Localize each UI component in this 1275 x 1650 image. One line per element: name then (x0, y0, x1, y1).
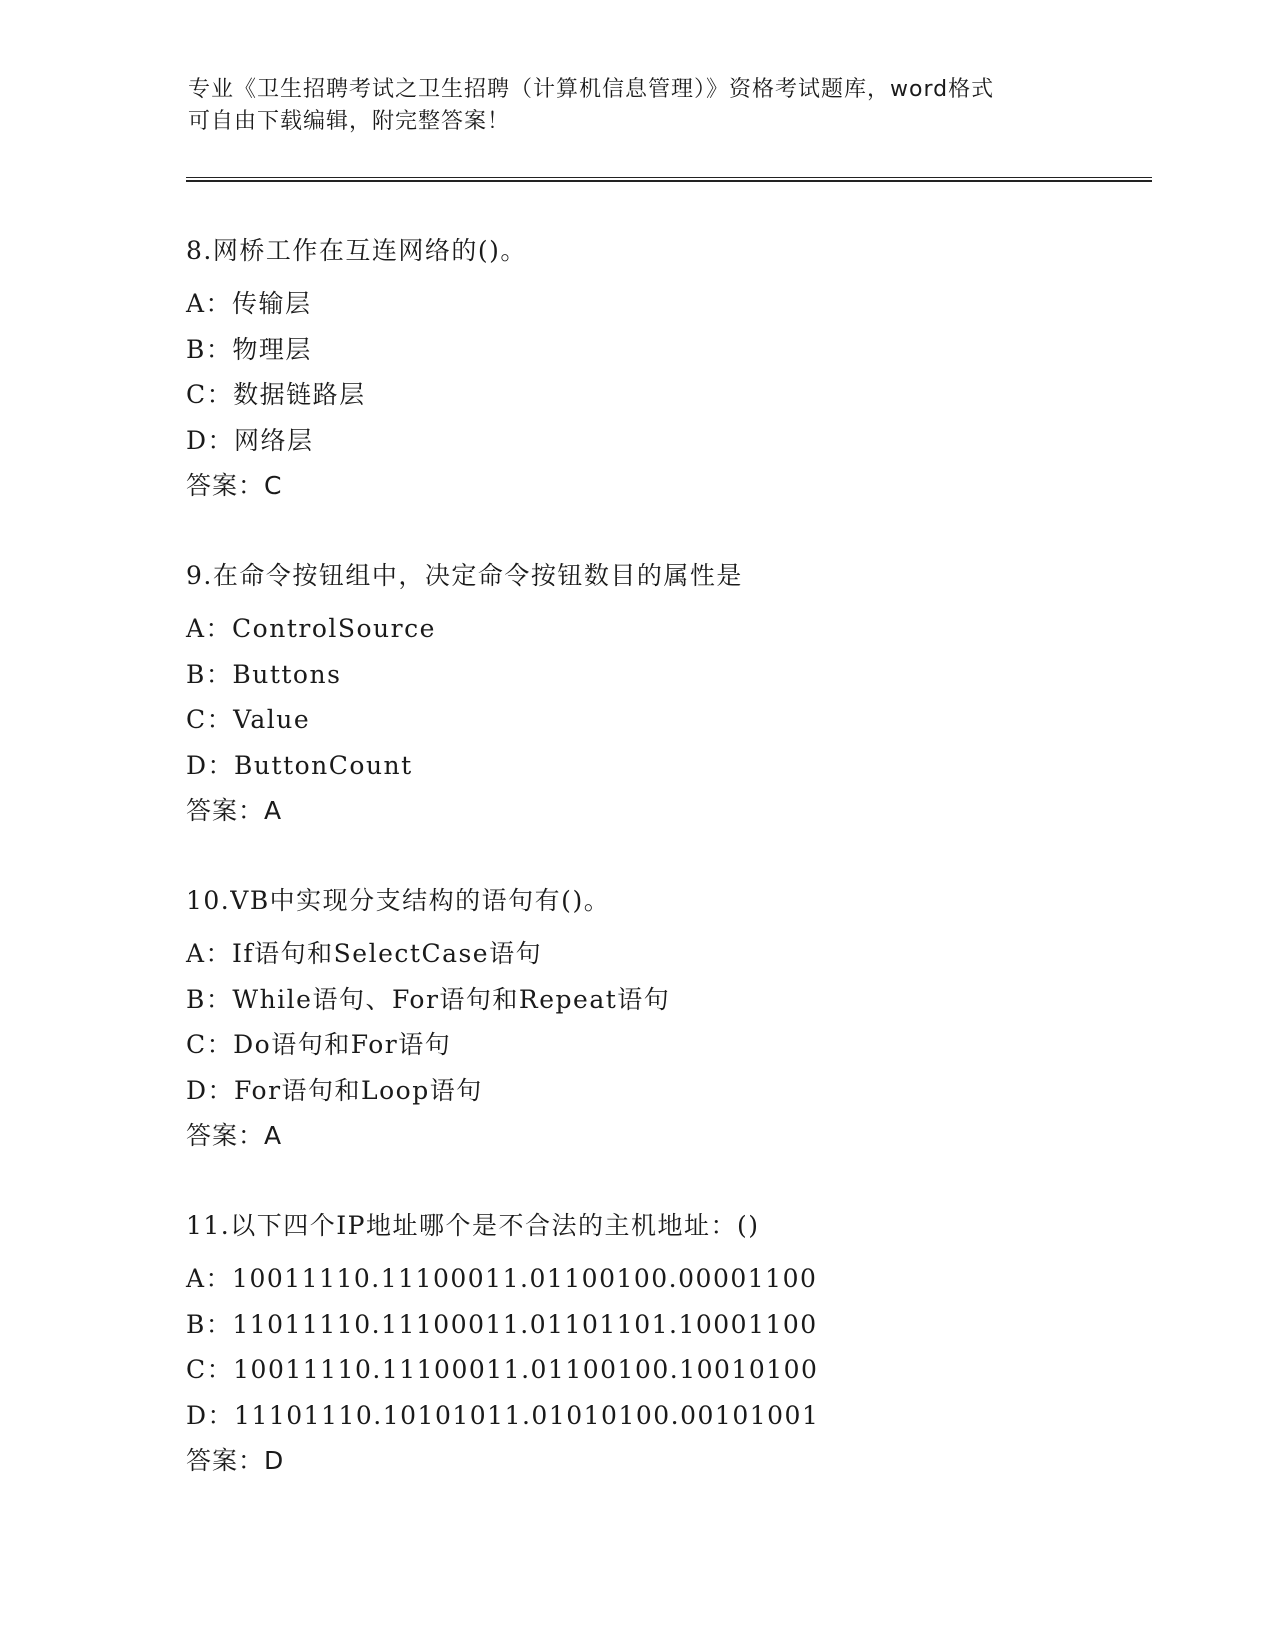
header-line-1: 专业《卫生招聘考试之卫生招聘（计算机信息管理）》资格考试题库，word格式 (188, 77, 995, 102)
document-header (188, 74, 1088, 138)
question-stem: 9.在命令按钮组中，决定命令按钮数目的属性是 (186, 561, 743, 590)
option-c: C：10011110.11100011.01100100.10010100 (186, 1355, 819, 1384)
question-8 (186, 236, 1146, 509)
header-divider (186, 177, 1152, 182)
question-list (186, 236, 1146, 1536)
option-d: D：ButtonCount (186, 750, 413, 780)
option-c: C：Value (186, 705, 311, 734)
question-11 (186, 1211, 1146, 1484)
question-stem: 10.VB中实现分支结构的语句有()。 (186, 886, 611, 915)
option-b: B：物理层 (186, 334, 312, 364)
answer-line: 答案：A (186, 1121, 283, 1150)
answer-line: 答案：A (186, 796, 283, 825)
answer-line: 答案：D (186, 1446, 285, 1475)
option-b: B：While语句、For语句和Repeat语句 (186, 984, 671, 1014)
option-a: A：传输层 (186, 289, 312, 318)
option-d: D：网络层 (186, 425, 314, 455)
question-9 (186, 561, 1146, 834)
option-c: C：Do语句和For语句 (186, 1030, 452, 1059)
option-b: B：11011110.11100011.01101101.10001100 (186, 1309, 818, 1339)
option-c: C：数据链路层 (186, 380, 366, 409)
option-a: A：If语句和SelectCase语句 (186, 939, 543, 968)
option-b: B：Buttons (186, 659, 342, 689)
option-d: D：For语句和Loop语句 (186, 1075, 483, 1105)
question-stem: 8.网桥工作在互连网络的()。 (186, 236, 527, 265)
header-line-2: 可自由下载编辑，附完整答案！ (188, 109, 511, 134)
question-stem: 11.以下四个IP地址哪个是不合法的主机地址：() (186, 1211, 760, 1240)
question-10 (186, 886, 1146, 1159)
answer-line: 答案：C (186, 471, 283, 500)
option-d: D：11101110.10101011.01010100.00101001 (186, 1400, 820, 1430)
option-a: A：10011110.11100011.01100100.00001100 (186, 1264, 818, 1293)
option-a: A：ControlSource (186, 614, 436, 643)
